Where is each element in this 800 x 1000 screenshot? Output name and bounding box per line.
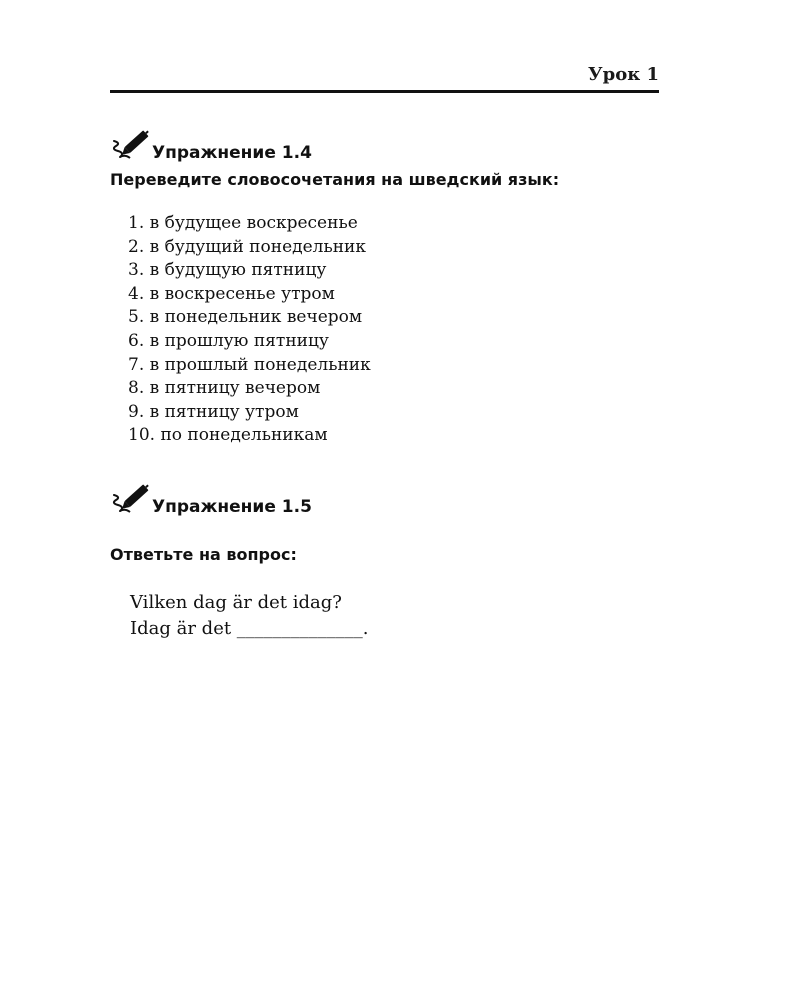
exercise-title: Упражнение 1.5 (152, 497, 312, 517)
list-item: 4. в воскресенье утром (128, 283, 335, 304)
list-item: 2. в будущий понедельник (128, 236, 366, 257)
exercise-1-4-heading (110, 124, 312, 164)
list-item: 1. в будущее воскресенье (128, 213, 358, 233)
exercise-instruction: Ответьте на вопрос: (110, 545, 297, 564)
list-item: 10. по понедельникам (128, 425, 328, 446)
exercise-title: Упражнение 1.4 (152, 143, 312, 163)
question-block (130, 590, 369, 642)
page-header-label: Урок 1 (588, 64, 659, 85)
pen-icon (110, 124, 152, 164)
question-text: Vilken dag är det idag? (130, 592, 342, 613)
list-item: 6. в прошлую пятницу (128, 330, 329, 351)
phrase-list (128, 212, 371, 448)
answer-prompt: Idag är det ______________. (130, 618, 369, 639)
list-item: 8. в пятницу вечером (128, 378, 321, 399)
list-item: 5. в понедельник вечером (128, 307, 363, 328)
list-item: 3. в будущую пятницу (128, 260, 327, 281)
header-rule (110, 90, 659, 93)
list-item: 7. в прошлый понедельник (128, 354, 371, 375)
exercise-instruction: Переведите словосочетания на шведский язык: (110, 170, 560, 189)
list-item: 9. в пятницу утром (128, 401, 299, 422)
pen-icon (110, 478, 152, 518)
exercise-1-5-heading (110, 478, 312, 518)
